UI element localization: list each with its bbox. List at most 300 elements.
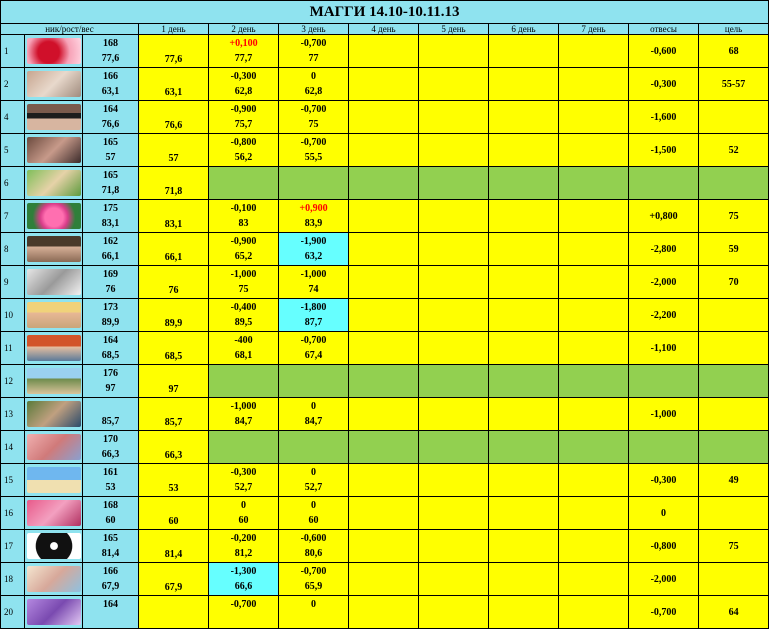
day3-cell bbox=[279, 563, 349, 596]
day6-cell bbox=[489, 365, 559, 398]
day3-delta: -1,800 bbox=[300, 302, 327, 313]
day1-weight: 76 bbox=[168, 285, 179, 296]
avatar bbox=[27, 71, 81, 97]
day7-cell bbox=[559, 299, 629, 332]
goal-cell bbox=[699, 233, 769, 266]
goal-value: 75 bbox=[728, 540, 739, 552]
row-index: 10 bbox=[1, 299, 25, 332]
row-index: 8 bbox=[1, 233, 25, 266]
goal-cell bbox=[699, 563, 769, 596]
day2-delta: -1,000 bbox=[230, 269, 257, 280]
day1-cell bbox=[139, 464, 209, 497]
day7-cell bbox=[559, 101, 629, 134]
drop-cell bbox=[629, 299, 699, 332]
day2-weight: 68,1 bbox=[234, 350, 253, 361]
day7-cell bbox=[559, 365, 629, 398]
weight-value: 76 bbox=[105, 284, 116, 295]
row-index: 15 bbox=[1, 464, 25, 497]
weight-value: 60 bbox=[105, 515, 116, 526]
height-weight-cell bbox=[83, 266, 139, 299]
row-index: 6 bbox=[1, 167, 25, 200]
day4-cell bbox=[349, 431, 419, 464]
day1-weight: 53 bbox=[168, 483, 179, 494]
day3-delta: -0,700 bbox=[300, 566, 327, 577]
day1-cell bbox=[139, 134, 209, 167]
drop-cell bbox=[629, 365, 699, 398]
day1-weight: 76,6 bbox=[164, 120, 183, 131]
avatar bbox=[27, 599, 81, 625]
day4-cell bbox=[349, 167, 419, 200]
drop-value: -0,800 bbox=[650, 540, 677, 552]
day7-cell bbox=[559, 233, 629, 266]
day3-delta: 0 bbox=[311, 599, 316, 610]
day3-cell bbox=[279, 530, 349, 563]
avatar-cell bbox=[25, 134, 83, 167]
table-row bbox=[1, 332, 769, 365]
day2-delta: +0,100 bbox=[229, 38, 258, 49]
drop-value: -0,700 bbox=[650, 606, 677, 618]
day3-weight: 55,5 bbox=[304, 152, 323, 163]
day3-delta: -1,000 bbox=[300, 269, 327, 280]
day2-cell bbox=[209, 563, 279, 596]
day1-weight: 67,9 bbox=[164, 582, 183, 593]
day1-weight: 83,1 bbox=[164, 219, 183, 230]
day4-cell bbox=[349, 101, 419, 134]
drop-cell bbox=[629, 398, 699, 431]
avatar bbox=[27, 269, 81, 295]
day1-weight: 63,1 bbox=[164, 87, 183, 98]
goal-cell bbox=[699, 365, 769, 398]
avatar-cell bbox=[25, 200, 83, 233]
header-day3: 3 день bbox=[279, 24, 349, 35]
goal-value: 75 bbox=[728, 210, 739, 222]
avatar-cell bbox=[25, 233, 83, 266]
day4-cell bbox=[349, 134, 419, 167]
avatar-cell bbox=[25, 332, 83, 365]
day1-cell bbox=[139, 68, 209, 101]
height-value: 173 bbox=[103, 302, 118, 313]
drop-cell bbox=[629, 497, 699, 530]
height-weight-cell bbox=[83, 332, 139, 365]
header-day6: 6 день bbox=[489, 24, 559, 35]
avatar bbox=[27, 170, 81, 196]
height-value: 162 bbox=[103, 236, 118, 247]
day7-cell bbox=[559, 530, 629, 563]
day6-cell bbox=[489, 266, 559, 299]
drop-cell bbox=[629, 563, 699, 596]
day4-cell bbox=[349, 68, 419, 101]
day4-cell bbox=[349, 35, 419, 68]
day2-delta: -1,300 bbox=[230, 566, 257, 577]
day1-weight: 97 bbox=[168, 384, 179, 395]
weight-value: 77,6 bbox=[101, 53, 120, 64]
day5-cell bbox=[419, 332, 489, 365]
day7-cell bbox=[559, 596, 629, 629]
day1-weight: 68,5 bbox=[164, 351, 183, 362]
day3-cell bbox=[279, 134, 349, 167]
avatar-cell bbox=[25, 266, 83, 299]
day2-cell bbox=[209, 299, 279, 332]
day2-cell bbox=[209, 134, 279, 167]
day3-delta: 0 bbox=[311, 467, 316, 478]
day7-cell bbox=[559, 200, 629, 233]
day5-cell bbox=[419, 35, 489, 68]
avatar-cell bbox=[25, 35, 83, 68]
day3-delta: 0 bbox=[311, 401, 316, 412]
day5-cell bbox=[419, 266, 489, 299]
goal-cell bbox=[699, 398, 769, 431]
height-value: 166 bbox=[103, 566, 118, 577]
day6-cell bbox=[489, 431, 559, 464]
day6-cell bbox=[489, 233, 559, 266]
avatar-cell bbox=[25, 398, 83, 431]
day5-cell bbox=[419, 431, 489, 464]
day2-weight: 62,8 bbox=[234, 86, 253, 97]
day3-delta: -0,700 bbox=[300, 38, 327, 49]
day3-cell bbox=[279, 332, 349, 365]
day2-cell bbox=[209, 200, 279, 233]
height-value: 175 bbox=[103, 203, 118, 214]
day2-cell bbox=[209, 332, 279, 365]
table-row bbox=[1, 35, 769, 68]
day4-cell bbox=[349, 464, 419, 497]
day4-cell bbox=[349, 299, 419, 332]
avatar-cell bbox=[25, 68, 83, 101]
day1-weight: 85,7 bbox=[164, 417, 183, 428]
day5-cell bbox=[419, 398, 489, 431]
day6-cell bbox=[489, 464, 559, 497]
day3-weight: 65,9 bbox=[304, 581, 323, 592]
day3-cell bbox=[279, 365, 349, 398]
weight-value: 81,4 bbox=[101, 548, 120, 559]
weight-value: 97 bbox=[105, 383, 116, 394]
weight-value: 63,1 bbox=[101, 86, 120, 97]
day5-cell bbox=[419, 497, 489, 530]
day5-cell bbox=[419, 596, 489, 629]
day3-cell bbox=[279, 35, 349, 68]
height-weight-cell bbox=[83, 200, 139, 233]
goal-value: 59 bbox=[728, 243, 739, 255]
avatar bbox=[27, 302, 81, 328]
day2-delta: -0,800 bbox=[230, 137, 257, 148]
day6-cell bbox=[489, 68, 559, 101]
day2-weight: 56,2 bbox=[234, 152, 253, 163]
weight-value: 89,9 bbox=[101, 317, 120, 328]
avatar-cell bbox=[25, 101, 83, 134]
day6-cell bbox=[489, 332, 559, 365]
day3-weight: 60 bbox=[308, 515, 319, 526]
table-row bbox=[1, 596, 769, 629]
table-row bbox=[1, 101, 769, 134]
day2-delta: -0,300 bbox=[230, 71, 257, 82]
row-index: 20 bbox=[1, 596, 25, 629]
day7-cell bbox=[559, 266, 629, 299]
goal-cell bbox=[699, 497, 769, 530]
day2-weight: 84,7 bbox=[234, 416, 253, 427]
drop-value: -2,800 bbox=[650, 243, 677, 255]
day2-cell bbox=[209, 398, 279, 431]
goal-value: 52 bbox=[728, 144, 739, 156]
row-index: 1 bbox=[1, 35, 25, 68]
row-index: 18 bbox=[1, 563, 25, 596]
day7-cell bbox=[559, 68, 629, 101]
day2-cell bbox=[209, 497, 279, 530]
goal-cell bbox=[699, 431, 769, 464]
day1-cell bbox=[139, 299, 209, 332]
goal-cell bbox=[699, 35, 769, 68]
day3-weight: 77 bbox=[308, 53, 319, 64]
day4-cell bbox=[349, 365, 419, 398]
day2-weight: 83 bbox=[238, 218, 249, 229]
table-row bbox=[1, 497, 769, 530]
day5-cell bbox=[419, 563, 489, 596]
drop-cell bbox=[629, 35, 699, 68]
day2-delta: -0,900 bbox=[230, 236, 257, 247]
day2-cell bbox=[209, 68, 279, 101]
drop-value: -1,000 bbox=[650, 408, 677, 420]
height-weight-cell bbox=[83, 68, 139, 101]
goal-value: 64 bbox=[728, 606, 739, 618]
day4-cell bbox=[349, 200, 419, 233]
avatar bbox=[27, 566, 81, 592]
day2-delta: -0,900 bbox=[230, 104, 257, 115]
day3-delta: -0,700 bbox=[300, 137, 327, 148]
day2-cell bbox=[209, 266, 279, 299]
drop-value: -0,300 bbox=[650, 474, 677, 486]
drop-cell bbox=[629, 167, 699, 200]
header-day1: 1 день bbox=[139, 24, 209, 35]
day5-cell bbox=[419, 200, 489, 233]
height-weight-cell bbox=[83, 596, 139, 629]
day1-weight: 89,9 bbox=[164, 318, 183, 329]
day2-weight: 77,7 bbox=[234, 53, 253, 64]
day2-cell bbox=[209, 365, 279, 398]
day1-cell bbox=[139, 497, 209, 530]
drop-value: 0 bbox=[661, 507, 666, 519]
day5-cell bbox=[419, 233, 489, 266]
day4-cell bbox=[349, 530, 419, 563]
avatar bbox=[27, 137, 81, 163]
row-index: 4 bbox=[1, 101, 25, 134]
day2-weight: 60 bbox=[238, 515, 249, 526]
avatar-cell bbox=[25, 464, 83, 497]
drop-value: -1,500 bbox=[650, 144, 677, 156]
day3-weight: 63,2 bbox=[304, 251, 323, 262]
avatar bbox=[27, 467, 81, 493]
row-index: 17 bbox=[1, 530, 25, 563]
goal-cell bbox=[699, 464, 769, 497]
day5-cell bbox=[419, 134, 489, 167]
day2-weight: 66,6 bbox=[234, 581, 253, 592]
day4-cell bbox=[349, 233, 419, 266]
day7-cell bbox=[559, 134, 629, 167]
day3-cell bbox=[279, 68, 349, 101]
table-row bbox=[1, 200, 769, 233]
day2-cell bbox=[209, 431, 279, 464]
day5-cell bbox=[419, 365, 489, 398]
day7-cell bbox=[559, 497, 629, 530]
day2-weight: 52,7 bbox=[234, 482, 253, 493]
height-value: 176 bbox=[103, 368, 118, 379]
day1-cell bbox=[139, 35, 209, 68]
day5-cell bbox=[419, 464, 489, 497]
day3-weight: 75 bbox=[308, 119, 319, 130]
day2-weight: 81,2 bbox=[234, 548, 253, 559]
header-drop: отвесы bbox=[629, 24, 699, 35]
day3-cell bbox=[279, 596, 349, 629]
goal-cell bbox=[699, 134, 769, 167]
height-value: 164 bbox=[103, 104, 118, 115]
table-row bbox=[1, 134, 769, 167]
height-weight-cell bbox=[83, 101, 139, 134]
weight-value: 71,8 bbox=[101, 185, 120, 196]
height-value: 170 bbox=[103, 434, 118, 445]
day4-cell bbox=[349, 266, 419, 299]
header-day4: 4 день bbox=[349, 24, 419, 35]
day1-cell bbox=[139, 431, 209, 464]
day6-cell bbox=[489, 530, 559, 563]
goal-cell bbox=[699, 596, 769, 629]
day4-cell bbox=[349, 497, 419, 530]
row-index: 16 bbox=[1, 497, 25, 530]
day4-cell bbox=[349, 332, 419, 365]
avatar bbox=[27, 335, 81, 361]
height-value: 166 bbox=[103, 71, 118, 82]
day6-cell bbox=[489, 200, 559, 233]
day3-weight: 87,7 bbox=[304, 317, 323, 328]
header-day5: 5 день bbox=[419, 24, 489, 35]
height-value: 165 bbox=[103, 170, 118, 181]
weight-value: 57 bbox=[105, 152, 116, 163]
day5-cell bbox=[419, 299, 489, 332]
weight-value: 66,1 bbox=[101, 251, 120, 262]
row-index: 2 bbox=[1, 68, 25, 101]
day2-delta: -0,700 bbox=[230, 599, 257, 610]
day7-cell bbox=[559, 332, 629, 365]
avatar bbox=[27, 401, 81, 427]
weight-value: 85,7 bbox=[101, 416, 120, 427]
day1-cell bbox=[139, 233, 209, 266]
table-row bbox=[1, 299, 769, 332]
height-value: 164 bbox=[103, 335, 118, 346]
header-nick: ник/рост/вес bbox=[1, 24, 139, 35]
day2-cell bbox=[209, 464, 279, 497]
day3-cell bbox=[279, 497, 349, 530]
day3-cell bbox=[279, 431, 349, 464]
drop-cell bbox=[629, 464, 699, 497]
day3-weight: 67,4 bbox=[304, 350, 323, 361]
height-weight-cell bbox=[83, 431, 139, 464]
table-row bbox=[1, 68, 769, 101]
day3-delta: 0 bbox=[311, 71, 316, 82]
day2-cell bbox=[209, 167, 279, 200]
height-value: 168 bbox=[103, 38, 118, 49]
day6-cell bbox=[489, 167, 559, 200]
table-title: МАГГИ 14.10-10.11.13 bbox=[1, 1, 769, 24]
day7-cell bbox=[559, 431, 629, 464]
height-weight-cell bbox=[83, 563, 139, 596]
height-weight-cell bbox=[83, 134, 139, 167]
day3-delta: -0,700 bbox=[300, 335, 327, 346]
day2-delta: -0,400 bbox=[230, 302, 257, 313]
day3-delta: -1,900 bbox=[300, 236, 327, 247]
avatar bbox=[27, 104, 81, 130]
day6-cell bbox=[489, 596, 559, 629]
height-value: 165 bbox=[103, 533, 118, 544]
day3-cell bbox=[279, 464, 349, 497]
table-row bbox=[1, 365, 769, 398]
goal-cell bbox=[699, 200, 769, 233]
avatar bbox=[27, 203, 81, 229]
drop-cell bbox=[629, 596, 699, 629]
goal-value: 55-57 bbox=[721, 78, 746, 90]
height-value: 169 bbox=[103, 269, 118, 280]
table-row bbox=[1, 530, 769, 563]
height-value: 164 bbox=[103, 599, 118, 610]
day4-cell bbox=[349, 596, 419, 629]
day1-cell bbox=[139, 266, 209, 299]
day4-cell bbox=[349, 398, 419, 431]
drop-value: -2,000 bbox=[650, 276, 677, 288]
table-row bbox=[1, 464, 769, 497]
day7-cell bbox=[559, 35, 629, 68]
day2-weight: 89,5 bbox=[234, 317, 253, 328]
day2-delta: -400 bbox=[234, 335, 253, 346]
day3-delta: -0,700 bbox=[300, 104, 327, 115]
day1-weight: 66,1 bbox=[164, 252, 183, 263]
row-index: 12 bbox=[1, 365, 25, 398]
goal-cell bbox=[699, 68, 769, 101]
day1-weight: 66,3 bbox=[164, 450, 183, 461]
drop-value: +0,800 bbox=[649, 210, 678, 222]
row-index: 7 bbox=[1, 200, 25, 233]
drop-cell bbox=[629, 530, 699, 563]
day3-cell bbox=[279, 266, 349, 299]
day5-cell bbox=[419, 68, 489, 101]
day7-cell bbox=[559, 563, 629, 596]
day5-cell bbox=[419, 167, 489, 200]
day3-cell bbox=[279, 299, 349, 332]
header-day7: 7 день bbox=[559, 24, 629, 35]
drop-value: -1,600 bbox=[650, 111, 677, 123]
goal-value: 68 bbox=[728, 45, 739, 57]
weight-value: 53 bbox=[105, 482, 116, 493]
day6-cell bbox=[489, 101, 559, 134]
goal-cell bbox=[699, 299, 769, 332]
day3-weight: 84,7 bbox=[304, 416, 323, 427]
day7-cell bbox=[559, 167, 629, 200]
avatar bbox=[27, 500, 81, 526]
day6-cell bbox=[489, 563, 559, 596]
drop-cell bbox=[629, 431, 699, 464]
day5-cell bbox=[419, 530, 489, 563]
drop-cell bbox=[629, 134, 699, 167]
weight-value: 83,1 bbox=[101, 218, 120, 229]
drop-value: -2,200 bbox=[650, 309, 677, 321]
avatar-cell bbox=[25, 299, 83, 332]
avatar bbox=[27, 236, 81, 262]
goal-value: 49 bbox=[728, 474, 739, 486]
avatar bbox=[27, 434, 81, 460]
avatar bbox=[27, 368, 81, 394]
day4-cell bbox=[349, 563, 419, 596]
day6-cell bbox=[489, 299, 559, 332]
avatar bbox=[27, 38, 81, 64]
avatar bbox=[27, 533, 81, 559]
day2-delta: -0,200 bbox=[230, 533, 257, 544]
day2-cell bbox=[209, 530, 279, 563]
avatar-cell bbox=[25, 530, 83, 563]
